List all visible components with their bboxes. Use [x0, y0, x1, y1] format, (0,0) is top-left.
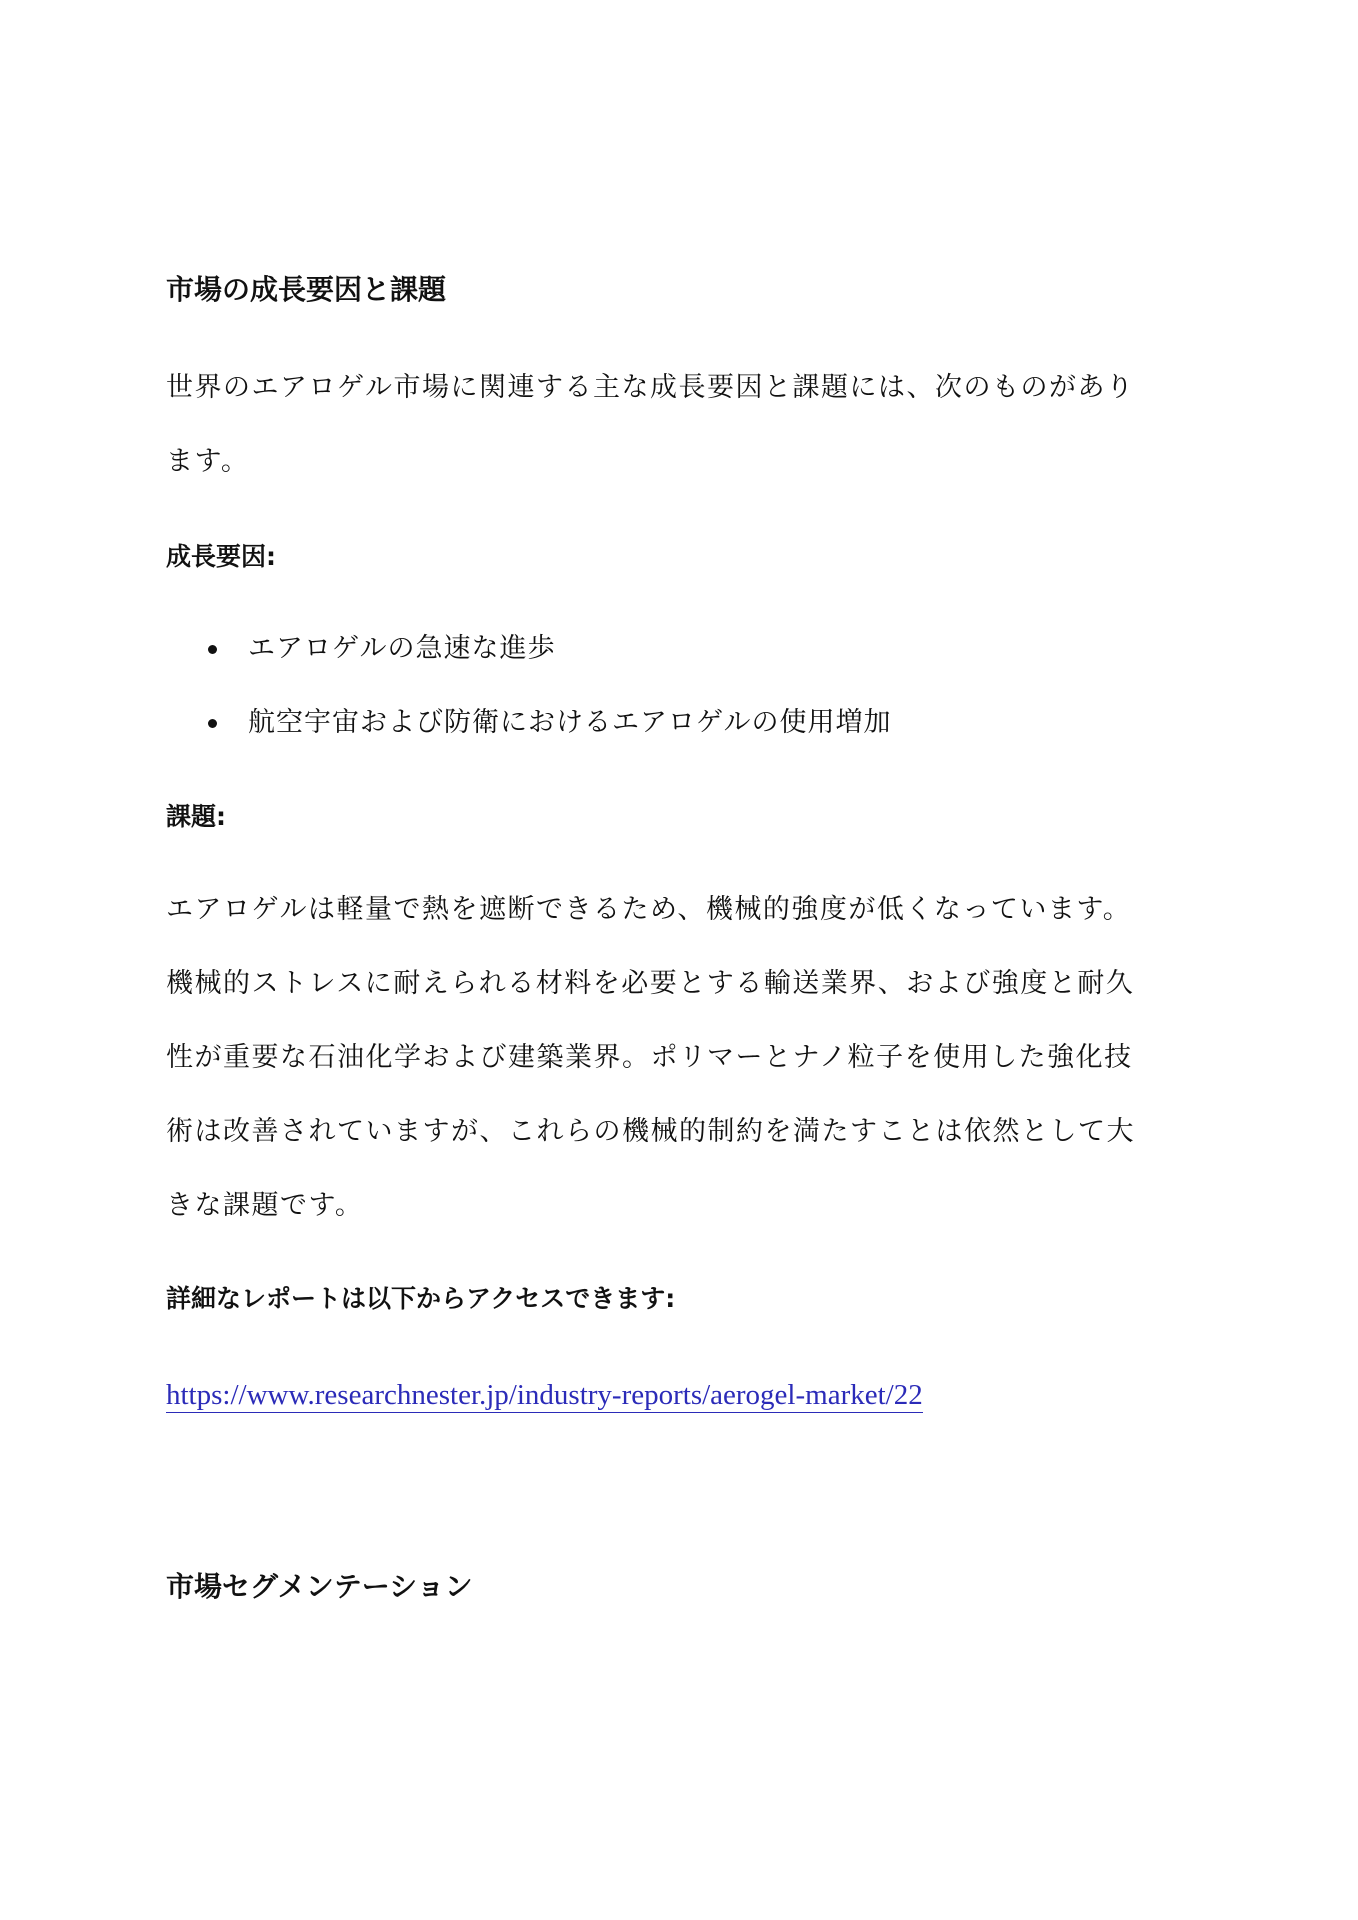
- challenges-line: きな課題です。: [166, 1190, 364, 1221]
- list-item: [166, 612, 1206, 686]
- challenges-line: 術は改善されていますが、これらの機械的制約を満たすことは依然として大: [166, 1116, 1135, 1147]
- report-link-container: [166, 1375, 1206, 1415]
- challenges-line: 機械的ストレスに耐えられる材料を必要とする輸送業界、および強度と耐久: [166, 968, 1135, 999]
- list-item-text: 航空宇宙および防衛におけるエアロゲルの使用増加: [248, 707, 892, 738]
- drivers-list: [166, 612, 1206, 760]
- bullet-icon: [208, 645, 217, 654]
- intro-paragraph: [166, 351, 1206, 499]
- section-heading-drivers-challenges: 市場の成長要因と課題: [166, 273, 447, 306]
- bullet-icon: [208, 719, 217, 728]
- list-item-text: エアロゲルの急速な進歩: [248, 633, 556, 664]
- report-link[interactable]: https://www.researchnester.jp/industry-reports/aerogel-market/22: [166, 1379, 923, 1411]
- report-access-label: 詳細なレポートは以下からアクセスできます:: [166, 1284, 676, 1313]
- intro-line: ます。: [166, 446, 250, 477]
- challenges-label: 課題:: [166, 802, 226, 831]
- challenges-line: エアロゲルは軽量で熱を遮断できるため、機械的強度が低くなっています。: [166, 894, 1132, 925]
- intro-line: 世界のエアロゲル市場に関連する主な成長要因と課題には、次のものがあり: [166, 372, 1135, 403]
- list-item: [166, 686, 1206, 760]
- challenges-paragraph: [166, 873, 1206, 1243]
- drivers-label: 成長要因:: [166, 542, 276, 571]
- challenges-line: 性が重要な石油化学および建築業界。ポリマーとナノ粒子を使用した強化技: [166, 1042, 1133, 1073]
- section-heading-segmentation: 市場セグメンテーション: [166, 1570, 473, 1603]
